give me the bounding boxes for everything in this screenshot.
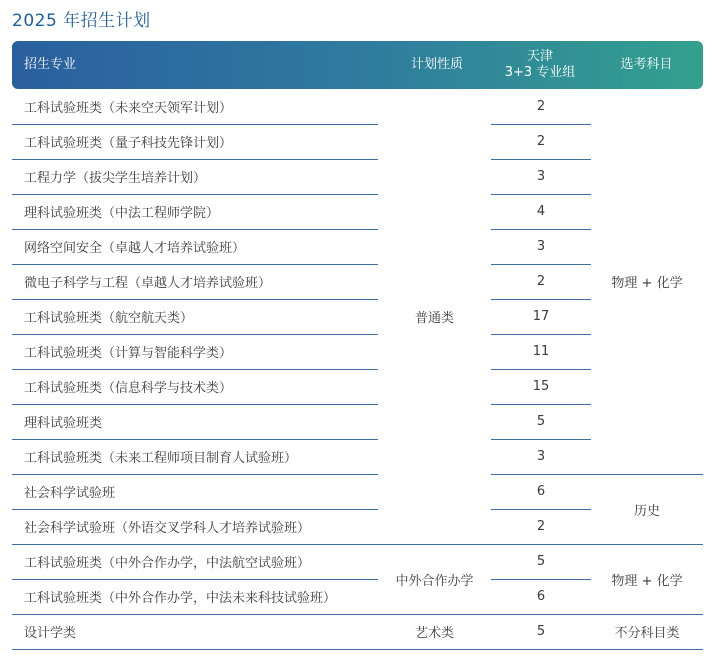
quota-cell: 11 — [532, 344, 550, 359]
header-subject: 选考科目 — [620, 57, 673, 72]
subject-phys-chem: 物理 + 化学 — [611, 276, 683, 291]
row-divider — [12, 229, 378, 230]
table-row — [12, 579, 378, 614]
row-divider — [12, 474, 378, 475]
row-divider — [491, 404, 591, 405]
row-divider — [12, 124, 378, 125]
major-name: 工科试验班类（未来工程师项目制育人试验班） — [24, 451, 298, 466]
quota-cell: 4 — [536, 204, 546, 219]
row-divider — [12, 404, 378, 405]
quota-cell: 17 — [532, 309, 550, 324]
quota-cell: 15 — [532, 379, 550, 394]
table-row — [12, 404, 378, 439]
table-row — [12, 89, 378, 124]
plan-type-sino-foreign: 中外合作办学 — [395, 573, 474, 589]
major-name: 设计学类 — [24, 626, 77, 641]
row-divider — [491, 334, 591, 335]
quota-cell: 3 — [536, 449, 546, 464]
quota-cell: 2 — [536, 274, 546, 289]
major-name: 工科试验班类（计算与智能科学类） — [24, 346, 233, 361]
header-major: 招生专业 — [24, 57, 77, 72]
plan-type-art: 艺术类 — [414, 626, 454, 641]
row-divider — [491, 124, 591, 125]
major-name: 工科试验班类（信息科学与技术类） — [24, 381, 233, 396]
major-name: 理科试验班类（中法工程师学院） — [24, 206, 220, 221]
section-divider — [12, 614, 703, 615]
quota-cell: 3 — [536, 169, 546, 184]
quota-cell: 5 — [536, 554, 546, 569]
table-row — [12, 124, 378, 159]
quota-cell: 5 — [536, 624, 546, 639]
quota-cell: 6 — [536, 589, 546, 604]
row-divider — [12, 439, 378, 440]
subject-history: 历史 — [633, 503, 660, 519]
major-name: 网络空间安全（卓越人才培养试验班） — [24, 241, 246, 256]
row-divider — [12, 509, 378, 510]
major-name: 工科试验班类（未来空天领军计划） — [24, 101, 233, 116]
table-row — [12, 159, 378, 194]
quota-cell: 2 — [536, 99, 546, 114]
table-header — [12, 41, 703, 89]
quota-cell: 6 — [536, 484, 546, 499]
row-divider — [491, 264, 591, 265]
major-name: 社会科学试验班 — [24, 486, 116, 501]
table-row — [12, 614, 378, 649]
major-name: 工科试验班类（中外合作办学，中法航空试验班） — [24, 556, 311, 571]
row-divider — [12, 159, 378, 160]
header-quota-group: 3+3 专业组 — [504, 65, 576, 80]
table-bottom-border — [12, 649, 703, 650]
subject-none: 不分科目类 — [614, 626, 680, 641]
major-name: 工程力学（拔尖学生培养计划） — [24, 171, 207, 186]
table-row — [12, 229, 378, 264]
header-quota-region: 天津 — [526, 49, 553, 64]
row-divider — [12, 194, 378, 195]
row-divider — [12, 299, 378, 300]
row-divider — [491, 579, 591, 580]
row-divider — [12, 369, 378, 370]
quota-cell: 2 — [536, 134, 546, 149]
table-row — [12, 334, 378, 369]
row-divider — [491, 229, 591, 230]
subject-phys-chem-sino: 物理 + 化学 — [611, 573, 683, 589]
quota-cell: 5 — [536, 414, 546, 429]
table-row — [12, 474, 378, 509]
page-title: 2025 年招生计划 — [12, 11, 151, 31]
section-divider — [12, 544, 491, 545]
header-type: 计划性质 — [410, 57, 463, 72]
table-row — [12, 544, 378, 579]
plan-type-general: 普通类 — [414, 311, 454, 326]
row-divider — [491, 474, 591, 475]
section-divider — [591, 474, 703, 475]
row-divider — [12, 334, 378, 335]
row-divider — [491, 509, 591, 510]
major-name: 微电子科学与工程（卓越人才培养试验班） — [24, 276, 272, 291]
quota-cell: 3 — [536, 239, 546, 254]
row-divider — [491, 299, 591, 300]
major-name: 工科试验班类（量子科技先锋计划） — [24, 136, 233, 151]
row-divider — [12, 264, 378, 265]
major-name: 社会科学试验班（外语交叉学科人才培养试验班） — [24, 521, 311, 536]
table-row — [12, 264, 378, 299]
table-row — [12, 194, 378, 229]
section-divider — [491, 544, 703, 545]
table-row — [12, 369, 378, 404]
table-row — [12, 299, 378, 334]
row-divider — [12, 579, 378, 580]
major-name: 工科试验班类（航空航天类） — [24, 311, 194, 326]
major-name: 理科试验班类 — [24, 416, 103, 431]
row-divider — [491, 369, 591, 370]
header-quota — [490, 41, 590, 89]
table-row — [12, 509, 378, 544]
row-divider — [491, 194, 591, 195]
row-divider — [491, 159, 591, 160]
quota-cell: 2 — [536, 519, 546, 534]
table-row — [12, 439, 378, 474]
row-divider — [491, 439, 591, 440]
major-name: 工科试验班类（中外合作办学，中法未来科技试验班） — [24, 591, 337, 606]
